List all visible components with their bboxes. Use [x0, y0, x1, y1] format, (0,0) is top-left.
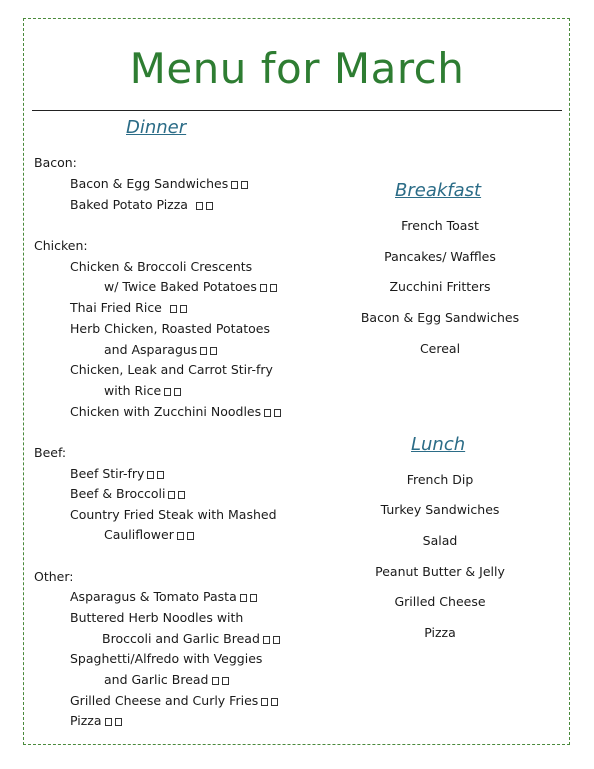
lunch-item: Salad — [422, 533, 458, 548]
checkbox-icon — [273, 636, 280, 644]
dinner-item: Thai Fried Rice — [70, 300, 187, 315]
dinner-item: Country Fried Steak with Mashed — [70, 507, 277, 522]
dinner-item: Asparagus & Tomato Pasta — [70, 589, 257, 604]
category-chicken: Chicken: — [34, 238, 88, 253]
checkbox-icon — [222, 677, 229, 685]
breakfast-heading: Breakfast — [395, 180, 482, 201]
checkbox-icon — [260, 284, 267, 292]
breakfast-item: Bacon & Egg Sandwiches — [360, 310, 520, 325]
breakfast-item: French Toast — [401, 218, 479, 233]
lunch-heading: Lunch — [411, 434, 466, 455]
dinner-item: Beef Stir-fry — [70, 466, 164, 481]
category-other: Other: — [34, 569, 74, 584]
lunch-item: Turkey Sandwiches — [380, 502, 500, 517]
checkbox-icon — [147, 471, 154, 479]
checkbox-icon — [270, 284, 277, 292]
dinner-item: Baked Potato Pizza — [70, 197, 213, 212]
dinner-item: with Rice — [104, 383, 181, 398]
checkbox-icon — [168, 491, 175, 499]
lunch-item: French Dip — [406, 472, 474, 487]
checkbox-icon — [261, 698, 268, 706]
dinner-item: Broccoli and Garlic Bread — [102, 631, 280, 646]
checkbox-icon — [180, 305, 187, 313]
dinner-item: Chicken & Broccoli Crescents — [70, 259, 253, 274]
category-bacon: Bacon: — [34, 155, 77, 170]
dinner-item: Cauliflower — [104, 527, 194, 542]
dinner-item: w/ Twice Baked Potatoes — [104, 279, 277, 294]
lunch-item: Pizza — [424, 625, 456, 640]
checkbox-icon — [115, 718, 122, 726]
dinner-item: Bacon & Egg Sandwiches — [70, 176, 248, 191]
checkbox-icon — [196, 202, 203, 210]
breakfast-item: Cereal — [419, 341, 461, 356]
breakfast-item: Zucchini Fritters — [389, 279, 491, 294]
checkbox-icon — [200, 347, 207, 355]
dinner-item: Spaghetti/Alfredo with Veggies — [70, 651, 263, 666]
dinner-item: Pizza — [70, 713, 122, 728]
checkbox-icon — [250, 594, 257, 602]
dinner-item: Chicken, Leak and Carrot Stir-fry — [70, 362, 273, 377]
checkbox-icon — [212, 677, 219, 685]
title-divider — [32, 110, 562, 111]
breakfast-item: Pancakes/ Waffles — [384, 249, 496, 264]
checkbox-icon — [164, 388, 171, 396]
dinner-item: Herb Chicken, Roasted Potatoes — [70, 321, 270, 336]
checkbox-icon — [231, 181, 238, 189]
checkbox-icon — [206, 202, 213, 210]
checkbox-icon — [178, 491, 185, 499]
checkbox-icon — [240, 594, 247, 602]
dinner-item: Buttered Herb Noodles with — [70, 610, 244, 625]
checkbox-icon — [177, 532, 184, 540]
category-beef: Beef: — [34, 445, 67, 460]
checkbox-icon — [174, 388, 181, 396]
lunch-item: Grilled Cheese — [394, 594, 486, 609]
checkbox-icon — [170, 305, 177, 313]
dinner-heading: Dinner — [126, 117, 187, 138]
dinner-item: Beef & Broccoli — [70, 486, 185, 501]
checkbox-icon — [241, 181, 248, 189]
checkbox-icon — [264, 409, 271, 417]
dinner-item: and Asparagus — [104, 342, 217, 357]
dinner-item: Grilled Cheese and Curly Fries — [70, 693, 278, 708]
dinner-item: and Garlic Bread — [104, 672, 229, 687]
page-title: Menu for March — [129, 44, 465, 93]
checkbox-icon — [274, 409, 281, 417]
lunch-item: Peanut Butter & Jelly — [375, 564, 505, 579]
dinner-item: Chicken with Zucchini Noodles — [70, 404, 281, 419]
checkbox-icon — [271, 698, 278, 706]
checkbox-icon — [105, 718, 112, 726]
checkbox-icon — [187, 532, 194, 540]
checkbox-icon — [210, 347, 217, 355]
checkbox-icon — [263, 636, 270, 644]
checkbox-icon — [157, 471, 164, 479]
